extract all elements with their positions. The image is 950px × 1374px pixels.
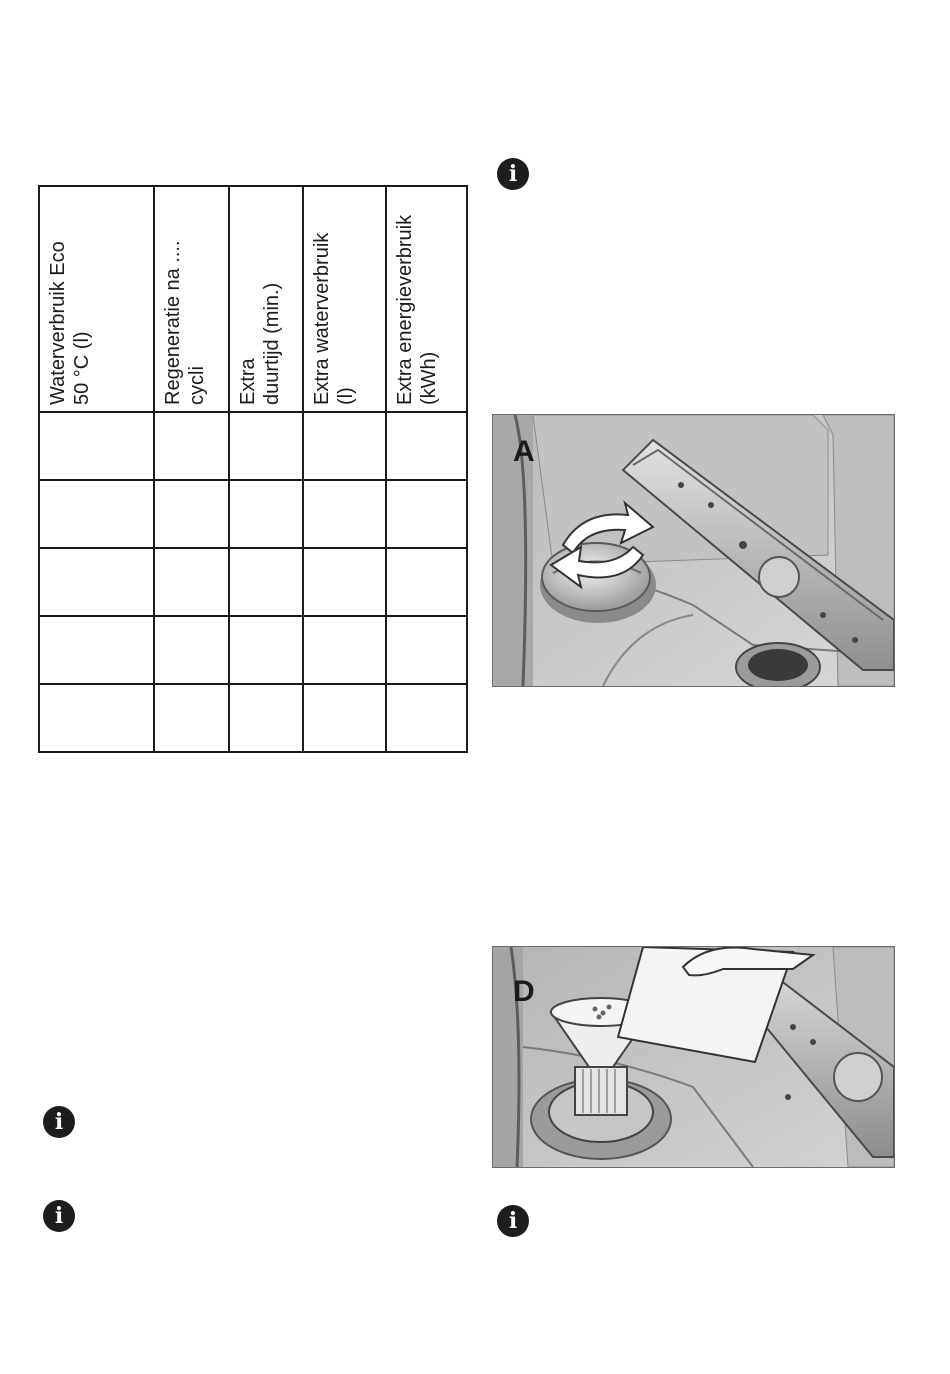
table-cell bbox=[229, 548, 303, 616]
table-row bbox=[39, 616, 467, 684]
table-row bbox=[39, 480, 467, 548]
header-extra-energy: Extra energieverbruik (kWh) bbox=[394, 214, 440, 405]
water-hardness-table bbox=[38, 185, 468, 753]
table-cell bbox=[303, 616, 386, 684]
header-extra-duration: Extra duurtijd (min.) bbox=[237, 282, 283, 405]
table-cell bbox=[39, 480, 154, 548]
table-cell bbox=[154, 548, 229, 616]
table-header-cell bbox=[154, 186, 229, 412]
table-cell bbox=[386, 616, 467, 684]
table-cell bbox=[229, 412, 303, 480]
table-header-cell bbox=[229, 186, 303, 412]
table-row bbox=[39, 548, 467, 616]
header-extra-water: Extra waterverbruik (l) bbox=[311, 232, 357, 405]
table-row bbox=[39, 684, 467, 752]
table-cell bbox=[303, 412, 386, 480]
table-cell bbox=[39, 548, 154, 616]
table-cell bbox=[386, 412, 467, 480]
table-cell bbox=[386, 548, 467, 616]
table-header-cell bbox=[39, 186, 154, 412]
table-cell bbox=[154, 616, 229, 684]
header-water-consumption-eco: Waterverbruik Eco 50 °C (l) bbox=[47, 241, 93, 405]
table-cell bbox=[154, 412, 229, 480]
table-cell bbox=[39, 616, 154, 684]
table-cell bbox=[39, 684, 154, 752]
table-cell bbox=[229, 684, 303, 752]
header-regeneration-cycles: Regeneratie na .... cycli bbox=[162, 240, 208, 405]
table-cell bbox=[386, 684, 467, 752]
info-icon: i bbox=[43, 1200, 75, 1232]
figure-label-a: A bbox=[513, 435, 535, 468]
table-cell bbox=[303, 684, 386, 752]
table-row bbox=[39, 412, 467, 480]
table-header-cell bbox=[386, 186, 467, 412]
salt-funnel-drawing bbox=[493, 947, 894, 1167]
table-header-cell bbox=[303, 186, 386, 412]
info-icon: i bbox=[43, 1106, 75, 1138]
table-cell bbox=[303, 548, 386, 616]
info-icon: i bbox=[497, 1205, 529, 1237]
table-cell bbox=[303, 480, 386, 548]
salt-cap-drawing bbox=[493, 415, 894, 686]
figure-label-d: D bbox=[513, 975, 535, 1008]
table-cell bbox=[39, 412, 154, 480]
table-cell bbox=[154, 684, 229, 752]
table-cell bbox=[229, 480, 303, 548]
table-header-row bbox=[39, 186, 467, 412]
figure-d-salt-funnel-illustration bbox=[492, 946, 895, 1168]
table-cell bbox=[154, 480, 229, 548]
table-cell bbox=[386, 480, 467, 548]
table-cell bbox=[229, 616, 303, 684]
info-icon: i bbox=[497, 158, 529, 190]
figure-a-salt-cap-illustration bbox=[492, 414, 895, 687]
